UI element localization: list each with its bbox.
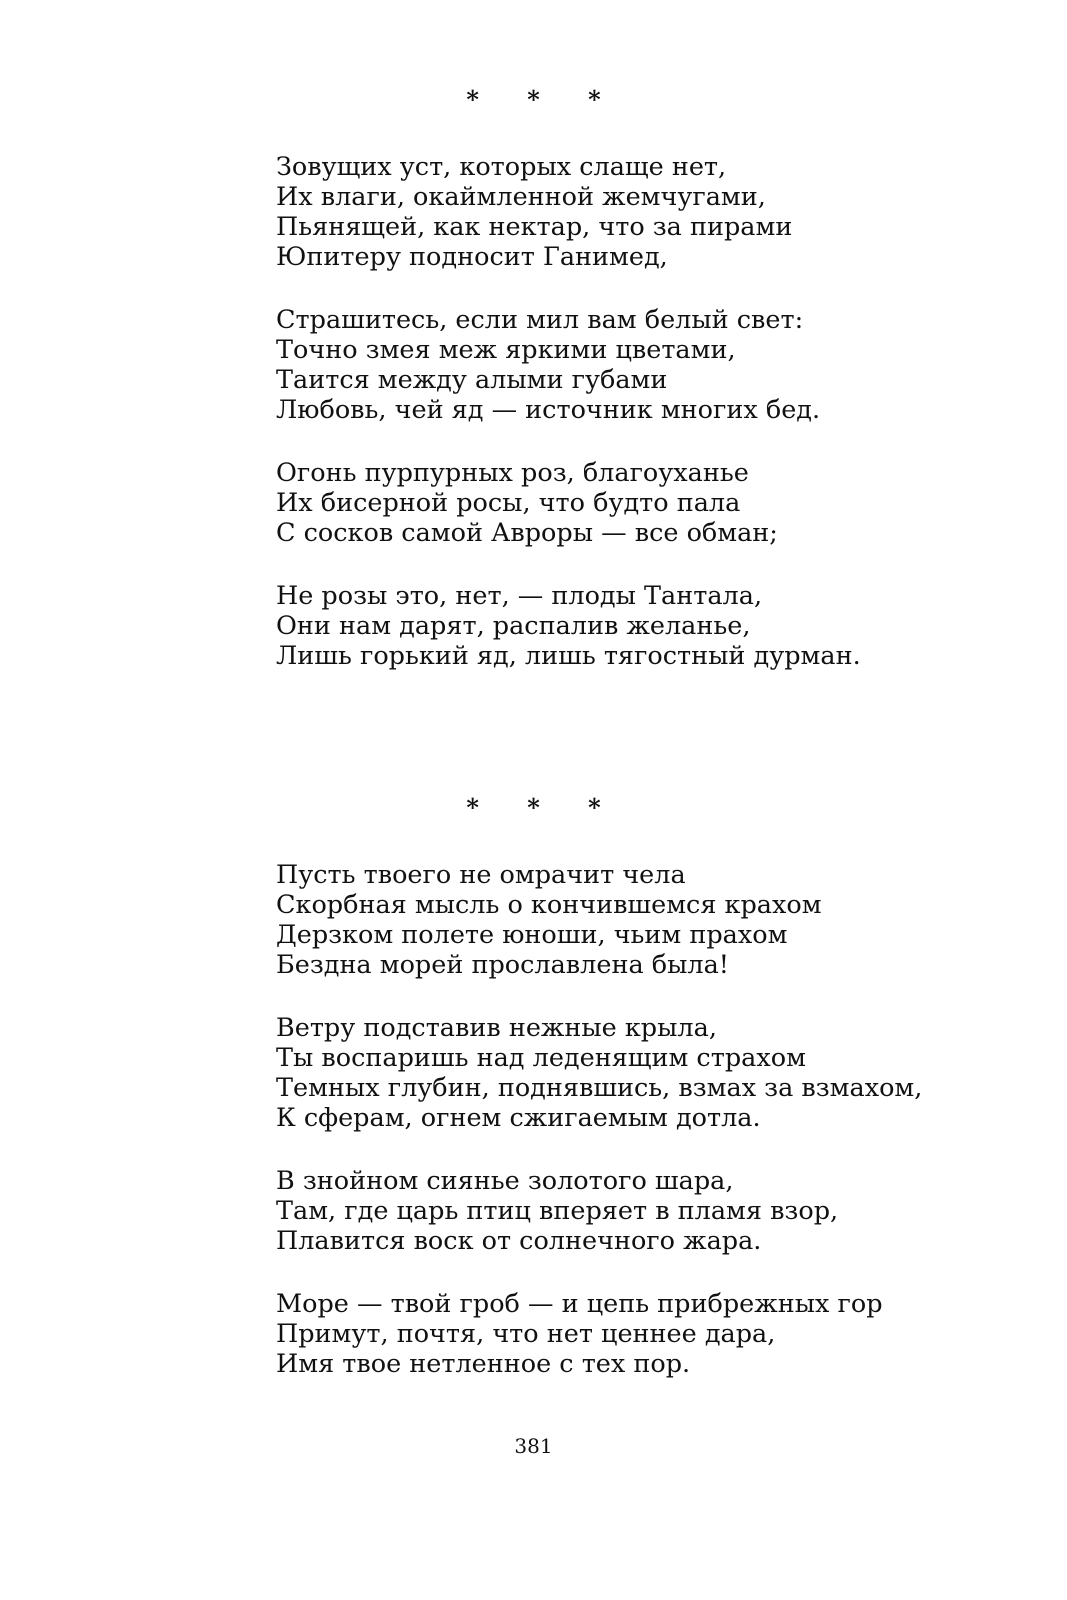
poem-line: Бездна морей прославлена была!	[276, 950, 730, 980]
poem-line: Дерзком полете юноши, чьим прахом	[276, 920, 788, 950]
poem-line: Огонь пурпурных роз, благоуханье	[276, 458, 749, 488]
stanza	[276, 152, 976, 272]
poem-line: Плавится воск от солнечного жара.	[276, 1226, 762, 1256]
poem-2	[276, 860, 976, 1379]
poem-line: Ветру подставив нежные крыла,	[276, 1013, 717, 1043]
poem-line: Не розы это, нет, — плоды Тантала,	[276, 581, 763, 611]
stanza	[276, 305, 976, 425]
poem-line: Таится между алыми губами	[276, 365, 668, 395]
poem-line: Ты воспаришь над леденящим страхом	[276, 1043, 806, 1073]
poem-line: Пьянящей, как нектар, что за пирами	[276, 212, 793, 242]
poem-line: Темных глубин, поднявшись, взмах за взмахом,	[276, 1073, 923, 1103]
poem-line: Пусть твоего не омрачит чела	[276, 860, 686, 890]
poem-line: В знойном сиянье золотого шара,	[276, 1166, 734, 1196]
poem-line: Их бисерной росы, что будто пала	[276, 488, 741, 518]
poem-line: Точно змея меж яркими цветами,	[276, 335, 736, 365]
poem-line: Примут, почтя, что нет ценнее дара,	[276, 1319, 776, 1349]
poem-line: К сферам, огнем сжигаемым дотла.	[276, 1103, 761, 1133]
poem-line: С сосков самой Авроры — все обман;	[276, 518, 778, 548]
poem-line: Юпитеру подносит Ганимед,	[276, 242, 668, 272]
poem-line: Страшитесь, если мил вам белый свет:	[276, 305, 804, 335]
page-number: 381	[514, 1434, 553, 1458]
poem-line: Там, где царь птиц вперяет в пламя взор,	[276, 1196, 839, 1226]
poem-line: Скорбная мысль о кончившемся крахом	[276, 890, 822, 920]
poem-line: Лишь горький яд, лишь тягостный дурман.	[276, 641, 861, 671]
poem-line: Любовь, чей яд — источник многих бед.	[276, 395, 821, 425]
stanza	[276, 1289, 976, 1379]
stanza	[276, 860, 976, 980]
stanza	[276, 581, 976, 671]
poem-line: Зовущих уст, которых слаще нет,	[276, 152, 727, 182]
poem-line: Они нам дарят, распалив желанье,	[276, 611, 751, 641]
poem-1	[276, 152, 976, 671]
poem-line: Имя твое нетленное с тех пор.	[276, 1349, 691, 1379]
section-divider-asterism: * * *	[466, 793, 621, 822]
section-divider-asterism: * * *	[466, 85, 621, 114]
stanza	[276, 458, 976, 548]
stanza	[276, 1013, 976, 1133]
stanza	[276, 1166, 976, 1256]
poem-line: Море — твой гроб — и цепь прибрежных гор	[276, 1289, 883, 1319]
poem-line: Их влаги, окаймленной жемчугами,	[276, 182, 766, 212]
